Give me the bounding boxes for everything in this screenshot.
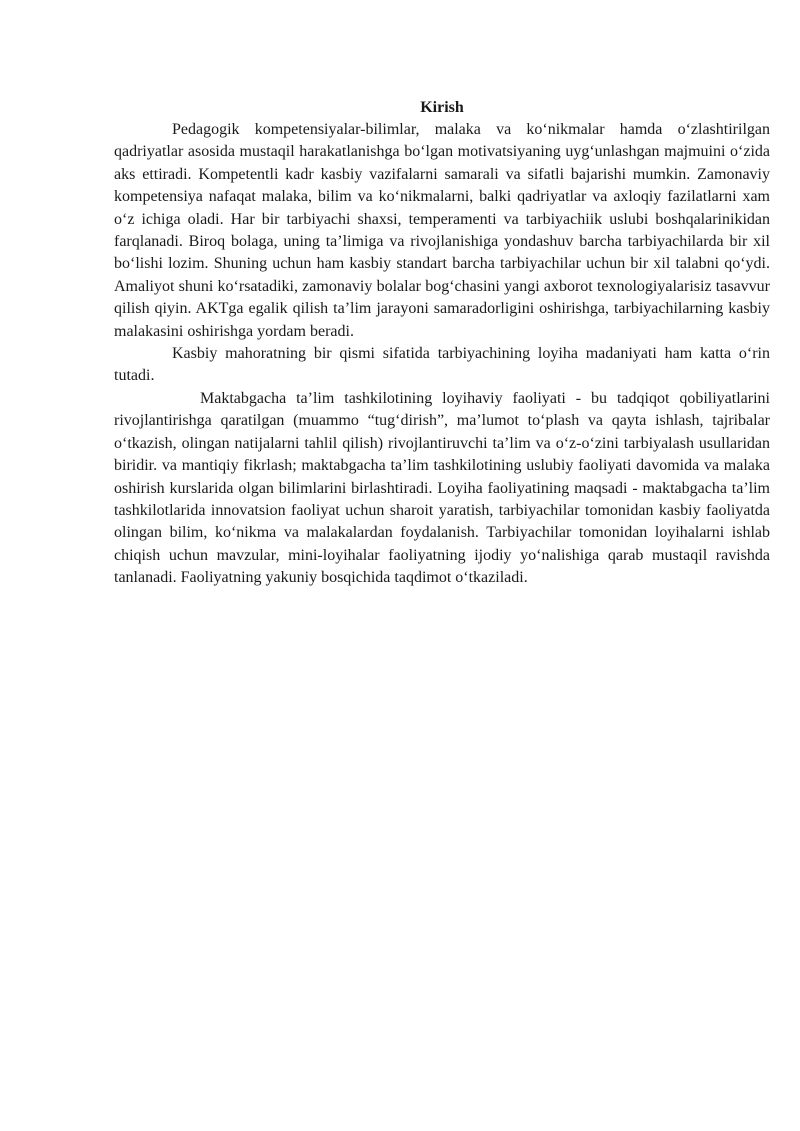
paragraph-competencies: Pedagogik kompetensiyalar-bilimlar, malaka va ko‘nikmalar hamda o‘zlashtirilgan qadriyatlar asosida mustaqil harakatlanishga bo‘lgan motivatsiyaning uyg‘unlashgan majmuini o‘zida aks ettiradi. Kompetentli kadr kasbiy vazifalarni samarali va sifatli bajarishi mumkin. Zamonaviy kompetensiya nafaqat malaka, bilim va ko‘nikmalarni, balki qadriyatlar va axloqiy fazilatlarni xam o‘z ichiga oladi. Har bir tarbiyachi shaxsi, temperamenti va tarbiyachiik uslubi boshqalarinikidan farqlanadi. Biroq bolaga, uning ta’limiga va rivojlanishiga yondashuv barcha tarbiyachilarda bir xil bo‘lishi lozim. Shuning uchun ham kasbiy standart barcha tarbiyachilar uchun bir xil talabni qo‘ydi. Amaliyot shuni ko‘rsatadiki, zamonaviy bolalar bog‘chasini yangi axborot texnologiyalarisiz tasavvur qilish qiyin. AKTga egalik qilish ta’lim jarayoni samaradorligini oshirishga, tarbiyachilarning kasbiy malakasini oshirishga yordam beradi. (114, 121, 770, 340)
paragraph-project-culture: Kasbiy mahoratning bir qismi sifatida tarbiyachining loyiha madaniyati ham katta o‘rin tutadi. (114, 345, 770, 385)
document-page (114, 97, 770, 590)
section-title: Kirish (420, 99, 464, 116)
paragraph-project-activity: Maktabgacha ta’lim tashkilotining loyihaviy faoliyati - bu tadqiqot qobiliyatlarini rivojlantirishga qaratilgan (muammo “tug‘dirish”, ma’lumot to‘plash va qayta ishlash, tajribalar o‘tkazish, olingan natijalarni tahlil qilish) rivojlantiruvchi ta’lim va o‘z-o‘zini tarbiyalash usullaridan biridir. va mantiqiy fikrlash; maktabgacha ta’lim tashkilotining uslubiy faoliyati davomida va malaka oshirish kurslarida olgan bilimlarini birlashtiradi. Loyiha faoliyatining maqsadi - maktabgacha ta’lim tashkilotlarida innovatsion faoliyat uchun sharoit yaratish, tarbiyachilar tomonidan kasbiy faoliyatda olingan bilim, ko‘nikma va malakalardan foydalanish. Tarbiyachilar tomonidan loyihalarni ishlab chiqish uchun mavzular, mini-loyihalar faoliyatning ijodiy yo‘nalishiga qarab mustaqil ravishda tanlanadi. Faoliyatning yakuniy bosqichida taqdimot o‘tkaziladi. (114, 389, 770, 587)
